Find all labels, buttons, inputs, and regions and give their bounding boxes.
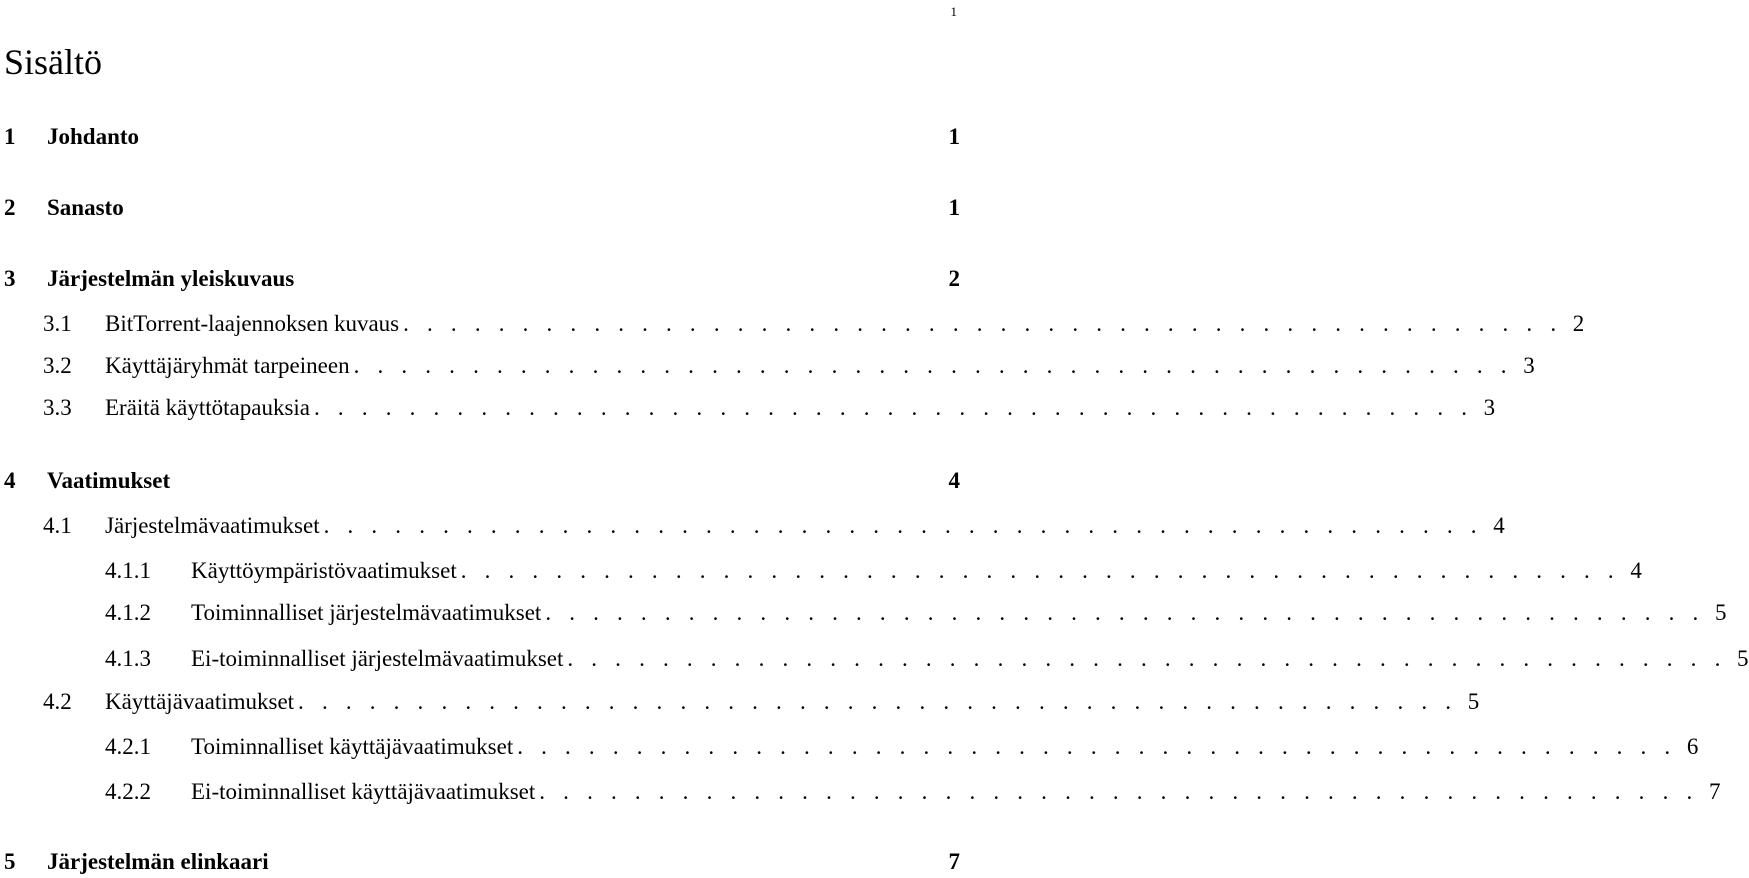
toc-page-number: 5: [1467, 689, 1480, 714]
toc-page-number: 4: [948, 468, 960, 493]
toc-chapter-number: 4: [4, 468, 16, 493]
toc-section-3-1[interactable]: [0, 309, 1585, 339]
toc-chapter-number: 3: [4, 266, 16, 291]
dot-leader: . . . . . . . . . . . . . . . . . . . . . . . . . . . . . . . . . . . . . . . . . . . . . . . . .: [298, 689, 1458, 714]
toc-section-3-2[interactable]: [0, 351, 1535, 381]
toc-section-title: Käyttäjäryhmät tarpeineen: [105, 353, 350, 378]
dot-leader: . . . . . . . . . . . . . . . . . . . . . . . . . . . . . . . . . . . . . . . . . . . . . . . . .: [403, 311, 1563, 336]
toc-chapter-1[interactable]: [0, 122, 964, 152]
toc-page-number: 4: [1630, 558, 1642, 583]
toc-section-3-3[interactable]: [0, 393, 1496, 423]
toc-subsection-number: 4.2.1: [105, 734, 151, 759]
toc-page-number: 7: [948, 849, 960, 874]
toc-page-number: 6: [1686, 734, 1699, 759]
dot-leader: . . . . . . . . . . . . . . . . . . . . . . . . . . . . . . . . . . . . . . . . . . . . . . . . .: [323, 513, 1483, 538]
dot-leader: . . . . . . . . . . . . . . . . . . . . . . . . . . . . . . . . . . . . . . . . . . . . . . . . .: [517, 734, 1677, 759]
toc-chapter-4[interactable]: [0, 466, 964, 496]
toc-chapter-3[interactable]: [0, 264, 964, 294]
toc-subsection-4-1-3[interactable]: [0, 644, 1749, 674]
toc-section-title: Eräitä käyttötapauksia: [105, 395, 311, 420]
dot-leader: . . . . . . . . . . . . . . . . . . . . . . . . . . . . . . . . . . . . . . . . . . . . . . . . .: [545, 600, 1705, 625]
toc-subsection-number: 4.2.2: [105, 779, 151, 804]
toc-section-title: Järjestelmävaatimukset: [105, 513, 320, 538]
toc-subsection-title: Ei-toiminnalliset järjestelmävaatimukset: [191, 646, 564, 671]
toc-subsection-title: Ei-toiminnalliset käyttäjävaatimukset: [191, 779, 536, 804]
toc-subsection-4-1-2[interactable]: [0, 598, 1727, 628]
toc-chapter-number: 1: [4, 124, 16, 149]
toc-title: Sisältö: [4, 42, 103, 82]
toc-subsection-4-2-1[interactable]: [0, 732, 1699, 762]
toc-page-number: 2: [1572, 311, 1585, 336]
toc-page-number: 1: [948, 124, 960, 149]
toc-section-title: BitTorrent-laajennoksen kuvaus: [105, 311, 400, 336]
toc-section-number: 3.3: [43, 395, 72, 420]
toc-page-number: 3: [1483, 395, 1496, 420]
toc-chapter-title: Vaatimukset: [47, 468, 171, 493]
dot-leader: . . . . . . . . . . . . . . . . . . . . . . . . . . . . . . . . . . . . . . . . . . . . . . . . .: [353, 353, 1513, 378]
toc-section-number: 4.2: [43, 689, 72, 714]
toc-chapter-title: Sanasto: [47, 195, 124, 220]
toc-section-title: Käyttäjävaatimukset: [105, 689, 295, 714]
toc-chapter-number: 2: [4, 195, 16, 220]
toc-subsection-4-2-2[interactable]: [0, 777, 1721, 807]
toc-subsection-number: 4.1.1: [105, 558, 151, 583]
toc-section-number: 3.2: [43, 353, 72, 378]
toc-page-number: 7: [1708, 779, 1721, 804]
toc-chapter-number: 5: [4, 849, 16, 874]
toc-page-number: 5: [1714, 600, 1727, 625]
toc-subsection-title: Toiminnalliset käyttäjävaatimukset: [191, 734, 514, 759]
page-number: 1: [950, 4, 957, 19]
toc-page-number: 5: [1737, 646, 1749, 671]
toc-page-number: 4: [1493, 513, 1505, 538]
toc-chapter-title: Järjestelmän yleiskuvaus: [47, 266, 295, 291]
toc-chapter-title: Järjestelmän elinkaari: [47, 849, 269, 874]
dot-leader: . . . . . . . . . . . . . . . . . . . . . . . . . . . . . . . . . . . . . . . . . . . . . . . . .: [314, 395, 1474, 420]
toc-chapter-5[interactable]: [0, 847, 964, 877]
toc-page-number: 1: [948, 195, 960, 220]
toc-page-number: 3: [1523, 353, 1535, 378]
dot-leader: . . . . . . . . . . . . . . . . . . . . . . . . . . . . . . . . . . . . . . . . . . . . . . . . .: [567, 646, 1727, 671]
toc-subsection-number: 4.1.2: [105, 600, 151, 625]
toc-section-number: 4.1: [43, 513, 72, 538]
toc-section-4-2[interactable]: [0, 687, 1480, 717]
toc-chapter-title: Johdanto: [47, 124, 140, 149]
dot-leader: . . . . . . . . . . . . . . . . . . . . . . . . . . . . . . . . . . . . . . . . . . . . . . . . .: [460, 558, 1620, 583]
toc-subsection-title: Toiminnalliset järjestelmävaatimukset: [191, 600, 542, 625]
toc-subsection-4-1-1[interactable]: [0, 556, 1642, 586]
dot-leader: . . . . . . . . . . . . . . . . . . . . . . . . . . . . . . . . . . . . . . . . . . . . . . . . .: [539, 779, 1699, 804]
toc-subsection-title: Käyttöympäristövaatimukset: [191, 558, 457, 583]
toc-section-4-1[interactable]: [0, 511, 1505, 541]
toc-chapter-2[interactable]: [0, 193, 964, 223]
toc-section-number: 3.1: [43, 311, 72, 336]
toc-page-number: 2: [948, 266, 960, 291]
toc-subsection-number: 4.1.3: [105, 646, 151, 671]
